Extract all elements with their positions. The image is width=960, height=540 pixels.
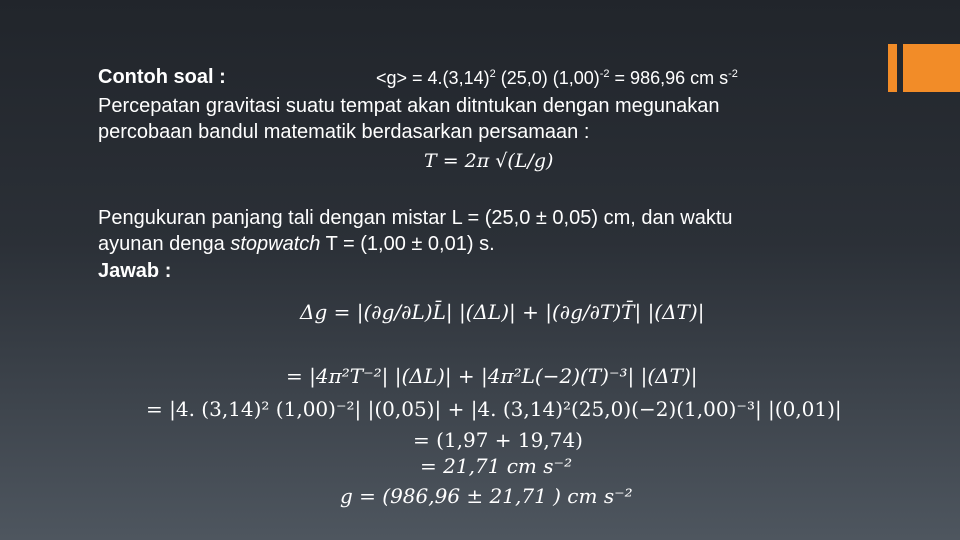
solution-step-3: = (1,97 + 19,74) bbox=[413, 428, 583, 452]
slide-title: Contoh soal : bbox=[98, 66, 226, 88]
problem-line-2: percobaan bandul matematik berdasarkan persamaan : bbox=[98, 121, 590, 143]
delta-g-equation: Δg = |(∂g/∂L)L̄| |(ΔL)| + |(∂g/∂T)T̄| |(ΔT)| bbox=[300, 300, 705, 324]
solution-step-1: = |4π²T⁻²| |(ΔL)| + |4π²L(−2)(T)⁻³| |(ΔT)| bbox=[286, 364, 698, 388]
solution-step-2: = |4. (3,14)² (1,00)⁻²| |(0,05)| + |4. (3,14)²(25,0)(−2)(1,00)⁻³| |(0,01)| bbox=[146, 397, 842, 421]
measurement-line-1: Pengukuran panjang tali dengan mistar L = (25,0 ± 0,05) cm, dan waktu bbox=[98, 207, 733, 229]
problem-line-1: Percepatan gravitasi suatu tempat akan ditntukan dengan megunakan bbox=[98, 95, 720, 117]
problem-paragraph bbox=[98, 93, 720, 145]
given-equation: $<g> = 4.(3,14)^2$ (25,0) $(1,00)^{-2} = 986,96$ cm $s^{-2}$ bbox=[376, 68, 738, 88]
period-formula: T = 2π √(L/g) bbox=[424, 150, 554, 172]
solution-step-4: = 21,71 cm s⁻² bbox=[420, 454, 573, 478]
answer-label: Jawab : bbox=[98, 260, 172, 282]
accent-bar bbox=[888, 44, 897, 92]
final-result: g = (986,96 ± 21,71 ) cm s⁻² bbox=[340, 484, 633, 508]
measurement-line-2: ayunan denga stopwatch T = (1,00 ± 0,01) s. bbox=[98, 233, 495, 255]
accent-block bbox=[903, 44, 960, 92]
measurement-paragraph bbox=[98, 205, 733, 257]
